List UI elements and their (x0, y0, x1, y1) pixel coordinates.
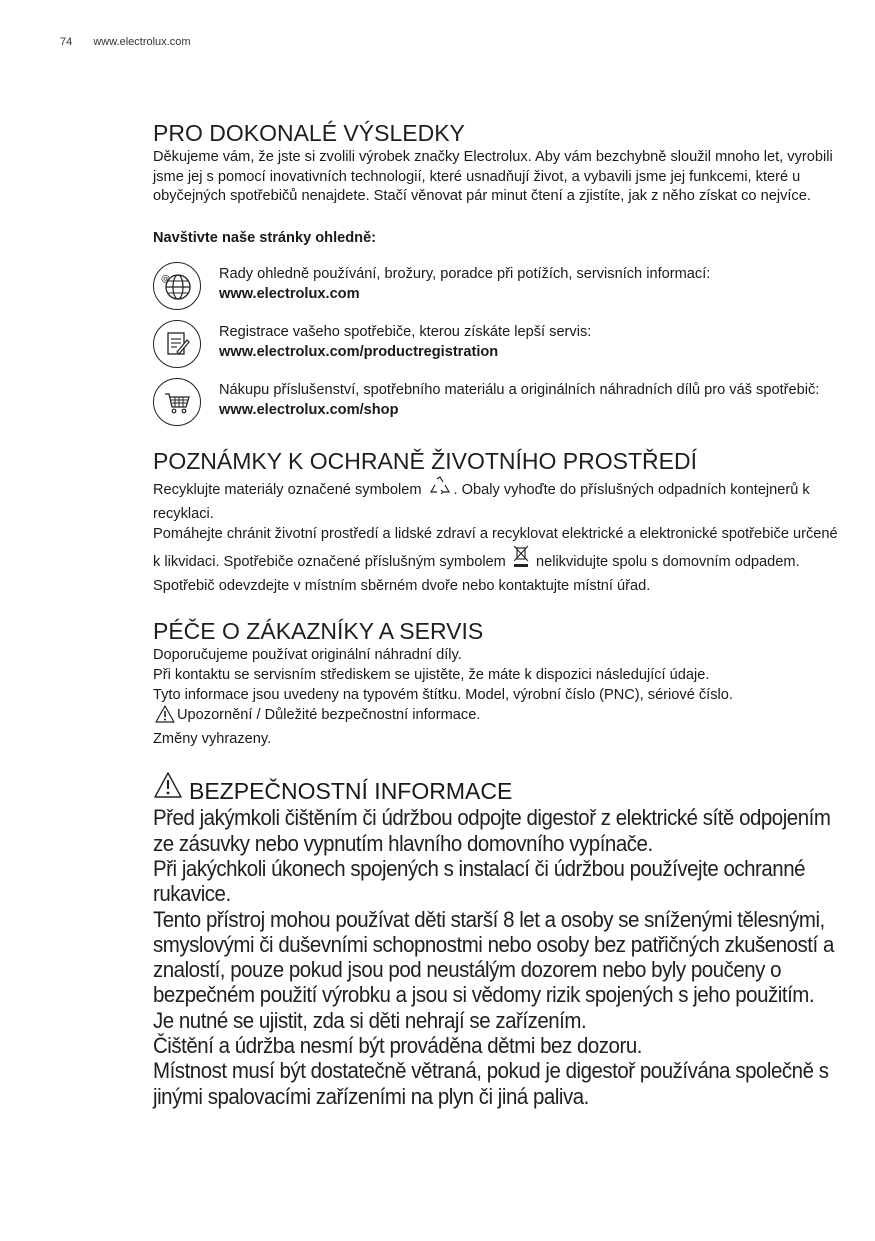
safety-paragraph: Je nutné se ujistit, zda si děti nehrají se zařízením. (153, 1007, 587, 1033)
info-row-shop (153, 378, 843, 426)
section-title-environment: POZNÁMKY K OCHRANĚ ŽIVOTNÍHO PROSTŘEDÍ (153, 448, 697, 475)
intro-paragraph: Děkujeme vám, že jste si zvolili výrobek značky Electrolux. Aby vám bezchybně sloužil mnoho let, vyrobili jsme jej s pomocí inovativních technologií, které usnadňují život, a vybavili jsme jej funkcemi, které u obyčejných spotřebičů nenajdete. Stačí věnovat pár minut čtení a zjistíte, jak z něho získat co nejvíce. (153, 149, 833, 205)
crossed-bin-icon (512, 544, 530, 577)
registration-text: Registrace vašeho spotřebiče, kterou získáte lepší servis: (219, 324, 592, 341)
weee-paragraph (153, 525, 843, 597)
recycle-text-before: Recyklujte materiály označené symbolem (153, 482, 422, 499)
safety-paragraph: Před jakýmkoli čištěním či údržbou odpojte digestoř z elektrické sítě odpojením ze zásuvky nebo vypnutím hlavního domovního vypínače. (153, 805, 831, 856)
shopping-cart-icon (153, 378, 201, 426)
weee-text-before: Pomáhejte chránit životní prostředí a lidské zdraví a recyklovat elektrické a elektronické spotřebiče určené k likvidaci. Spotřebiče označené příslušným symbolem (153, 525, 838, 571)
visit-label: Navštivte naše stránky ohledně: (153, 229, 377, 246)
shop-text: Nákupu příslušenství, spotřebního materiálu a originálních náhradních dílů pro váš spotřebič: (219, 382, 820, 399)
section-title-results: PRO DOKONALÉ VÝSLEDKY (153, 120, 465, 146)
info-row-registration (153, 320, 843, 368)
service-line-3: Tyto informace jsou uvedeny na typovém štítku. Model, výrobní číslo (PNC), sériové číslo. (153, 686, 733, 703)
recycle-icon (428, 476, 452, 505)
warning-icon (155, 705, 175, 730)
svg-text:@: @ (161, 274, 170, 285)
service-line-2: Při kontaktu se servisním střediskem se ujistěte, že máte k dispozici následující údaje. (153, 666, 710, 683)
section-title-safety (153, 771, 843, 805)
service-line-1: Doporučujeme používat originální náhradní díly. (153, 647, 462, 664)
weee-text-after: nelikvidujte spolu s domovním odpadem. Spotřebič odevzdejte v místním sběrném dvoře nebo kontaktujte místní úřad. (153, 554, 800, 594)
link-shop[interactable]: www.electrolux.com/shop (219, 401, 399, 418)
info-row-usage (153, 262, 843, 310)
header-website[interactable]: www.electrolux.com (93, 36, 191, 48)
service-line-4 (153, 705, 843, 730)
page-content (153, 118, 843, 1109)
link-electrolux[interactable]: www.electrolux.com (219, 285, 360, 302)
registration-icon (153, 320, 201, 368)
globe-icon (153, 262, 201, 310)
safety-paragraph: Tento přístroj mohou používat děti starší 8 let a osoby se sníženými tělesnými, smyslovými či duševními schopnostmi nebo osoby bez patřičných zkušeností a znalostí, pouze pokud jsou pod neustálým dozorem nebo byly poučeny o bezpečném použití výrobku a jsou si vědomy rizik spojených s jeho použitím. (153, 906, 834, 1008)
link-registration[interactable]: www.electrolux.com/productregistration (219, 343, 499, 360)
warning-text: Upozornění / Důležité bezpečnostní informace. (177, 707, 481, 724)
recycle-paragraph (153, 476, 843, 524)
recycle-text-after: . Obaly vyhoďte do příslušných odpadních kontejnerů k recyklaci. (153, 482, 810, 522)
safety-title-text: BEZPEČNOSTNÍ INFORMACE (189, 778, 513, 805)
safety-paragraph: Místnost musí být dostatečně větraná, pokud je digestoř používána společně s jinými spalovacími zařízeními na plyn či jiná paliva. (153, 1058, 829, 1109)
page-header (60, 36, 209, 48)
page-number: 74 (60, 36, 73, 48)
safety-paragraph: Při jakýchkoli úkonech spojených s instalací či údržbou používejte ochranné rukavice. (153, 855, 806, 907)
section-title-service: PÉČE O ZÁKAZNÍKY A SERVIS (153, 618, 484, 645)
usage-text: Rady ohledně používání, brožury, poradce při potížích, servisních informací: (219, 266, 711, 283)
warning-icon (153, 771, 183, 805)
safety-body (153, 805, 841, 1109)
service-line-5: Změny vyhrazeny. (153, 730, 272, 747)
safety-paragraph: Čištění a údržba nesmí být prováděna dětmi bez dozoru. (153, 1032, 642, 1058)
